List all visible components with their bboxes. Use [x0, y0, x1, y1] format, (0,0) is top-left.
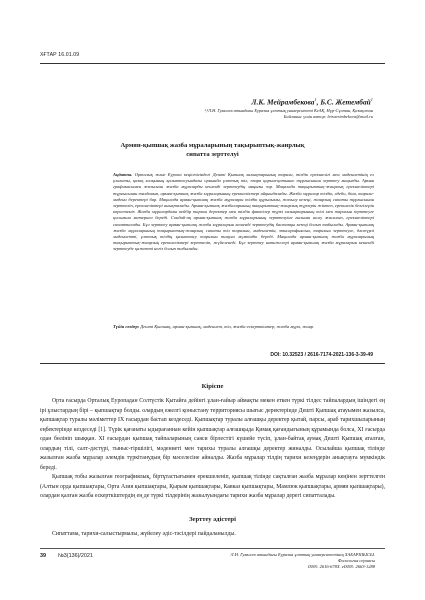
- journal-info: [195, 552, 375, 569]
- abstract-label: Аңдатпа.: [113, 172, 133, 177]
- title-line-1: Армян-қыпшақ жазба мұраларының тақырыптық-жанрлық: [120, 142, 305, 149]
- title-line-2: сипатта зерттелуі: [186, 151, 239, 158]
- author-2: Б.С. Жетембай: [320, 97, 371, 107]
- abstract-text: Орталық және Еуропа кеңістігіндегі Дешті Қыпшақ халықтарының тарихи, тілдік ерекшелігі мен мәдениетінің ел ұлағаты, қазақ халқының қалыптасуындағы орнында ұлттық тіл, өзара қарым-қатынас тұрғысынан зерттеу маңызды. Армян графикасымен жазылған жазба мұраларды кешенді зерттеудің маңызы зор. Мақалада тақырыптық-жанрлық ерекшеліктері тұрғысынан талданып, армян-қыпшақ жазба мұраларының ерекшеліктері айқындалады. Жазба мұралар тілдік, әдеби, діни, тарихи-мәдени деректері бар. Мақалада армян-қыпшақ жазба мұралары тілдік құрылымы, жазылу кезеңі, жанрлық сипаты тұрғысынан зерттеліп, ерекшеліктері анықталады. Армян-қыпшақ жазбаларының тақырыптық-жанрлық түрлерін жіктеп, ерекшелік белгілерін көрсетеміз. Жазба мұралардағы кейбір тарихи деректер мен тілдік фактілер түркі халықтарының тілі мен тарихын зерттеуге қосымша материал береді. Сондай-ақ армян-қыпшақ жазба мұраларының зерттелуіне ғылыми шолу жасалып, ерекшеліктері сипатталады. Бұл зерттеу армян-қыпшақ жазба мұраларын кешенді зерттеудің бастапқы кезеңі болып табылады. Армян-қыпшақ жазба мұраларының тақырыптық-жанрлық сипаты тіл тарихын, мәдениетін, этнографиясын, тарихын зерттеуге, дәстүрлі мәдениетті, ұлттық тілдің қалыптасу тарихын тануға мүмкіндік береді. Мақалада армян-қыпшақ жазба мұраларының тақырыптық-жанрлық ерекшеліктері зерттеліп, жүйеленеді. Бұл зерттеу нәтижелері армян-қыпшақ жазба мұраларын кешенді зерттеуде қажетті негіз болып табылады.: [113, 172, 374, 252]
- footer-divider: [40, 548, 385, 549]
- section-divider: [40, 363, 385, 364]
- top-divider: [40, 63, 385, 64]
- doi-link[interactable]: DOI: 10.32523 / 2616-7174-2021-136-3-39-49: [270, 352, 373, 358]
- keywords: [113, 324, 374, 330]
- methods-heading: Зерттеу әдістері: [189, 516, 236, 523]
- page-number: 39: [40, 553, 46, 559]
- author-2-sup: 1: [370, 97, 373, 102]
- issue-number: №3(136)/2021: [58, 553, 93, 559]
- keywords-text: Дешті Қыпшақ, армян-қыпшақ, мәдениет, тіл, жазба ескерткіштер, жазба мұра, жанр.: [140, 324, 315, 329]
- intro-paragraph-1: Орта ғасырда Орталық Еуропадан Солтүстік Қытайға дейінгі ұлан-ғайыр аймақты мекен еткен түркі тілдес тайпалардың ішіндегі ең ірі ұлыстардың бірі – қыпшақтар болды. олардың ежелгі қоныстану территориясы шығыс деректерінде Дешті Қыпшақ атауымен жазылса, қыпшақтар туралы мәліметтер IX ғасырдан бастап кездеседі. Қыпшақтар туралы алғашқы деректер қытай, парсы, араб тарихшыларының еңбектерінде кездеседі [1]. Түрік қағанаты ыдырағаннан кейін қыпшақтар алғашқыда Қимақ қағандығының құрамында болса, XI ғасырда одан бөлініп шыққан. XI ғасырдан қыпшақ тайпаларының саяси бірлестігі күшейе түсіп, ұлан-байтақ аумақ Дешті Қыпшақ аталған, олардың тілі, салт-дәстүрі, тыныс-тіршілігі, мәдениеті мен тарихы туралы алғашқы деректер жиналды. Осылайша қыпшақ тілінде жазылған жазба мұралар әлемдік түркітанудың бір мәселесіне айналды. Жазба мұралар тілдің тарихи кезеңдерін анықтауға мүмкіндік береді.: [40, 398, 385, 471]
- methods-body: [40, 530, 385, 540]
- intro-body: [40, 397, 385, 502]
- intro-heading: Кіріспе: [201, 383, 224, 390]
- author-line: Л.К. Мейрамбекова$^1$, Б.С. Жетембай$^1$: [251, 97, 373, 107]
- methods-paragraph-1: Сипаттама, тарихи-салыстырмалы, жүйелеу әдіс-тәсілдері пайдаланылды.: [52, 531, 236, 537]
- keywords-label: Түйін сөздер:: [113, 324, 140, 329]
- irsti-code: ХҒТАР 16.01.09: [40, 52, 80, 58]
- corresponding-author: Байланыс үшін автор: leiraerimbekova@mail.ru: [283, 114, 373, 120]
- article-title: [60, 141, 365, 159]
- journal-issn: ISSN: 2616-678X. eISSN: 2663-1288: [308, 563, 375, 569]
- affiliation: [93, 108, 373, 120]
- abstract: [113, 172, 374, 253]
- affiliation-line: ¹,²Л.Н. Гумилев атындағы Еуразия ұлттық университеті КеАҚ, Нұр-Сұлтан, Қазақстан: [204, 108, 373, 113]
- author-1: Л.К. Мейрамбекова: [251, 97, 315, 107]
- journal-name: Л.Н. Гумилев атындағы Еуразия ұлттық университетінің ХАБАРШЫСЫ.: [230, 552, 375, 557]
- journal-series: Филология сериясы: [337, 557, 375, 563]
- author-1-sup: 1: [314, 97, 317, 102]
- intro-paragraph-2: Қыпшақ тобы жазылған географиялық, біртұтастығымен ерекшеленіп, қыпшақ тілінде сақталған жазба мұралар кеңінен зерттелген (Алтын орда қыпшақтары, Орта Азия қыпшақтары, Қырым қыпшақтары, Кавказ қыпшақтары, Мамлюк қыпшақтары, армян қыпшақтары), олардан қалған жазба ескерткіштердің ең де түркі тілдерінің жазылуындағы тарихи жазба мұралар дерегі сипатталады.: [40, 474, 385, 499]
